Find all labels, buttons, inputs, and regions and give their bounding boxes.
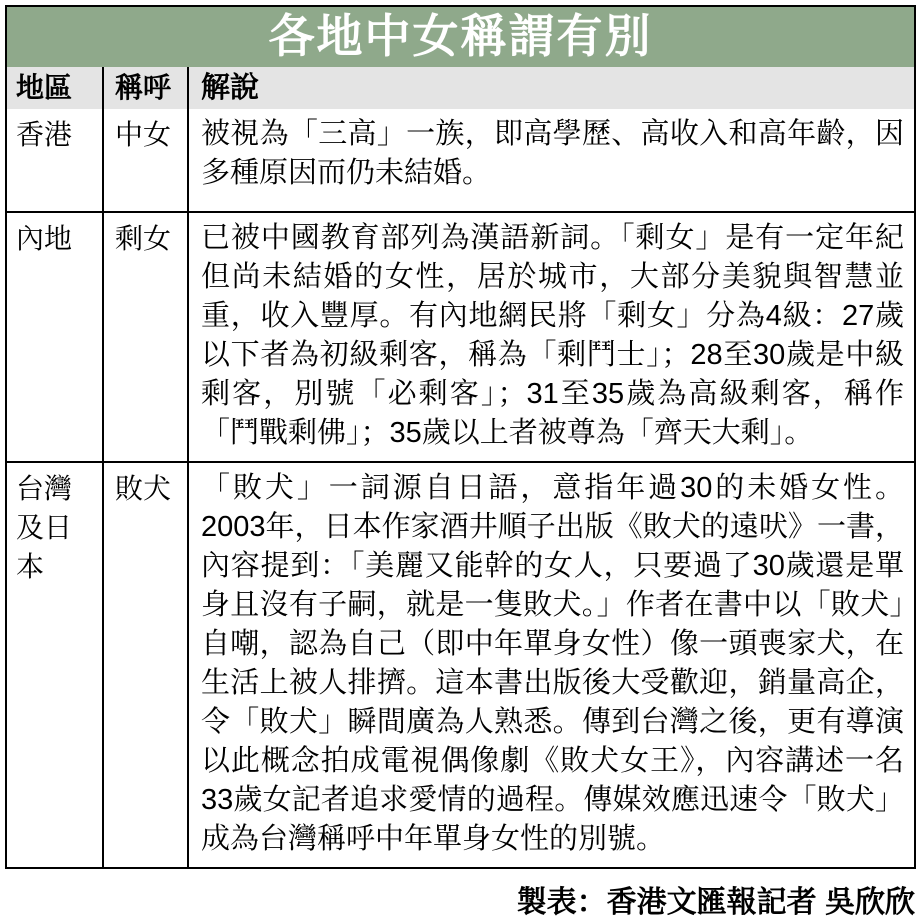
column-header-region: 地區 [7,67,104,109]
term-cell: 敗犬 [104,463,189,867]
header-row [7,67,914,109]
region-cell: 內地 [7,213,104,461]
term-cell: 剩女 [104,213,189,461]
column-header-term: 稱呼 [104,67,189,109]
term-cell: 中女 [104,109,189,211]
table-row-mainland [7,211,914,461]
region-cell: 台灣及日本 [7,463,104,867]
credit-line: 製表：香港文匯報記者 吳欣欣 [516,886,915,919]
explanation-cell: 已被中國教育部列為漢語新詞。「剩女」是有一定年紀但尚未結婚的女性，居於城市，大部分美貌與智慧並重，收入豐厚。有內地網民將「剩女」分為4級：27歲以下者為初級剩客，稱為「剩鬥士」；28至30歲是中級剩客，別號「必剩客」；31至35歲為高級剩客，稱作「鬥戰剩佛」；35歲以上者被尊為「齊天大剩」。 [201,222,904,449]
table-title: 各地中女稱謂有別 [7,7,914,67]
region-cell: 香港 [7,109,104,211]
table-row-hongkong [7,109,914,211]
explanation-cell: 「敗犬」一詞源自日語，意指年過30的未婚女性。2003年，日本作家酒井順子出版《敗犬的遠吠》一書，內容提到：「美麗又能幹的女人，只要過了30歲還是單身且沒有子嗣，就是一隻敗犬。」作者在書中以「敗犬」自嘲，認為自己（即中年單身女性）像一頭喪家犬，在生活上被人排擠。這本書出版後大受歡迎，銷量高企，令「敗犬」瞬間廣為人熟悉。傳到台灣之後，更有導演以此概念拍成電視偶像劇《敗犬女王》，內容講述一名33歲女記者追求愛情的過程。傳媒效應迅速令「敗犬」成為台灣稱呼中年單身女性的別號。 [201,472,904,855]
table-row-taiwan-japan [7,461,914,867]
explanation-cell: 被視為「三高」一族，即高學歷、高收入和高年齡，因多種原因而仍未結婚。 [201,118,904,189]
column-header-explanation: 解說 [189,67,914,109]
terminology-table [5,5,916,869]
